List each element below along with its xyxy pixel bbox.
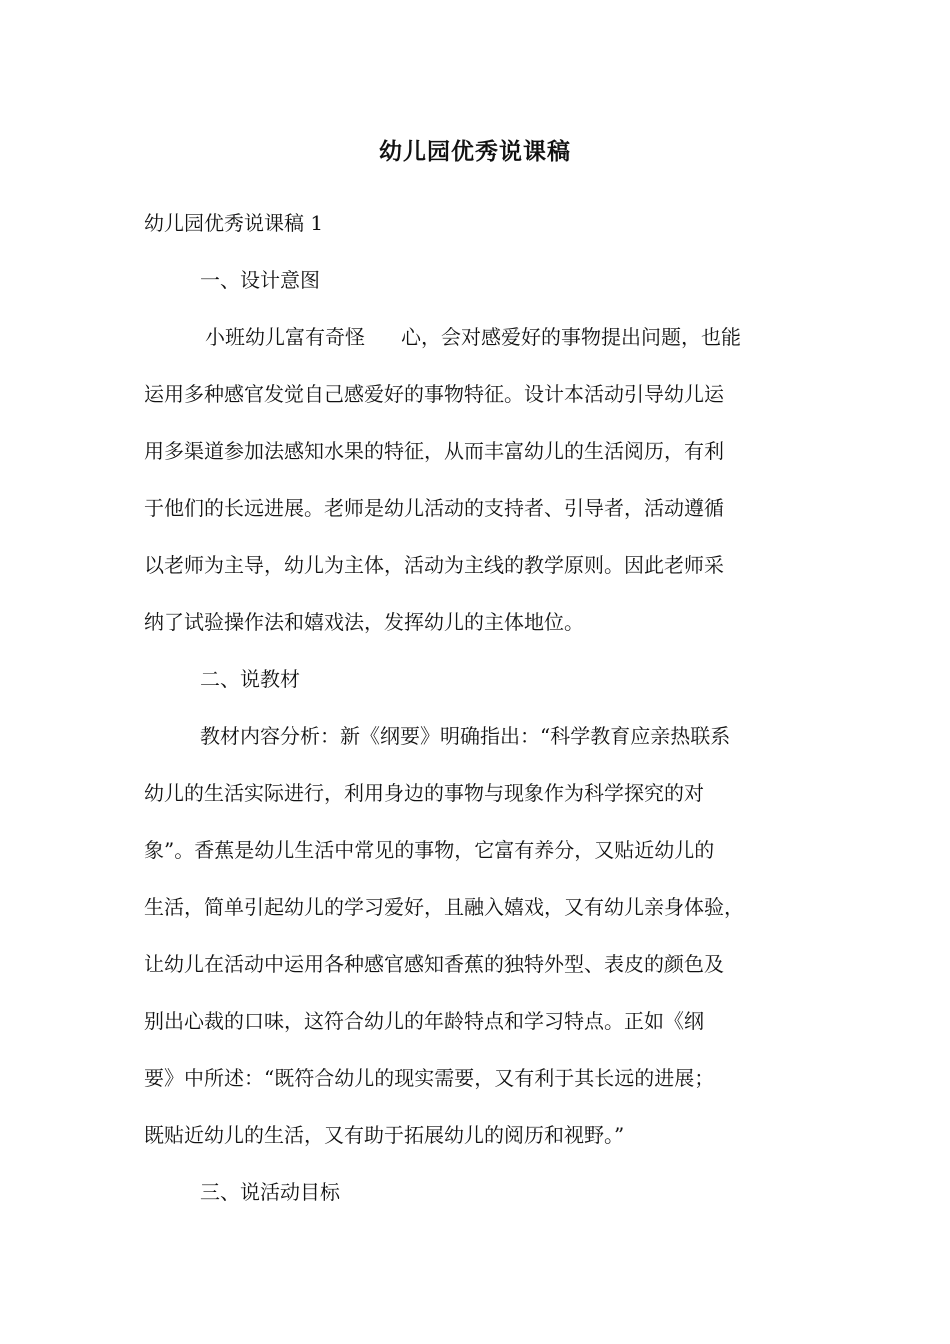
paragraph-line: 以老师为主导，幼儿为主体，活动为主线的教学原则。因此老师采 (144, 553, 724, 577)
paragraph-line: 生活，简单引起幼儿的学习爱好，且融入嬉戏，又有幼儿亲身体验， (144, 895, 744, 919)
section-heading-design-intent: 一、设计意图 (200, 268, 320, 292)
document-title: 幼儿园优秀说课稿 (379, 138, 571, 165)
paragraph-line: 纳了试验操作法和嬉戏法，发挥幼儿的主体地位。 (144, 610, 584, 634)
section-heading-teaching-material: 二、说教材 (200, 667, 300, 691)
paragraph-line: 别出心裁的口味，这符合幼儿的年龄特点和学习特点。正如《纲 (144, 1009, 704, 1033)
paragraph-line: 既贴近幼儿的生活，又有助于拓展幼儿的阅历和视野。” (144, 1123, 625, 1147)
paragraph-line: 教材内容分析：新《纲要》明确指出：“科学教育应亲热联系 (200, 724, 731, 748)
section-heading-activity-goals: 三、说活动目标 (200, 1180, 340, 1204)
paragraph-line: 于他们的长远进展。老师是幼儿活动的支持者、引导者，活动遵循 (144, 496, 724, 520)
document-subtitle: 幼儿园优秀说课稿 1 (144, 211, 324, 235)
paragraph-line: 用多渠道参加法感知水果的特征，从而丰富幼儿的生活阅历，有利 (144, 439, 724, 463)
paragraph-text: 心，会对感爱好的事物提出问题，也能 (401, 325, 741, 349)
paragraph-line: 运用多种感官发觉自己感爱好的事物特征。设计本活动引导幼儿运 (144, 382, 724, 406)
paragraph-line: 幼儿的生活实际进行，利用身边的事物与现象作为科学探究的对 (144, 781, 704, 805)
paragraph-text: 小班幼儿富有奇怪 (205, 325, 365, 349)
paragraph-line (205, 322, 741, 352)
paragraph-line: 让幼儿在活动中运用各种感官感知香蕉的独特外型、表皮的颜色及 (144, 952, 724, 976)
paragraph-line: 象”。香蕉是幼儿生活中常见的事物，它富有养分，又贴近幼儿的 (144, 838, 715, 862)
paragraph-line: 要》中所述：“既符合幼儿的现实需要，又有利于其长远的进展； (144, 1066, 715, 1090)
